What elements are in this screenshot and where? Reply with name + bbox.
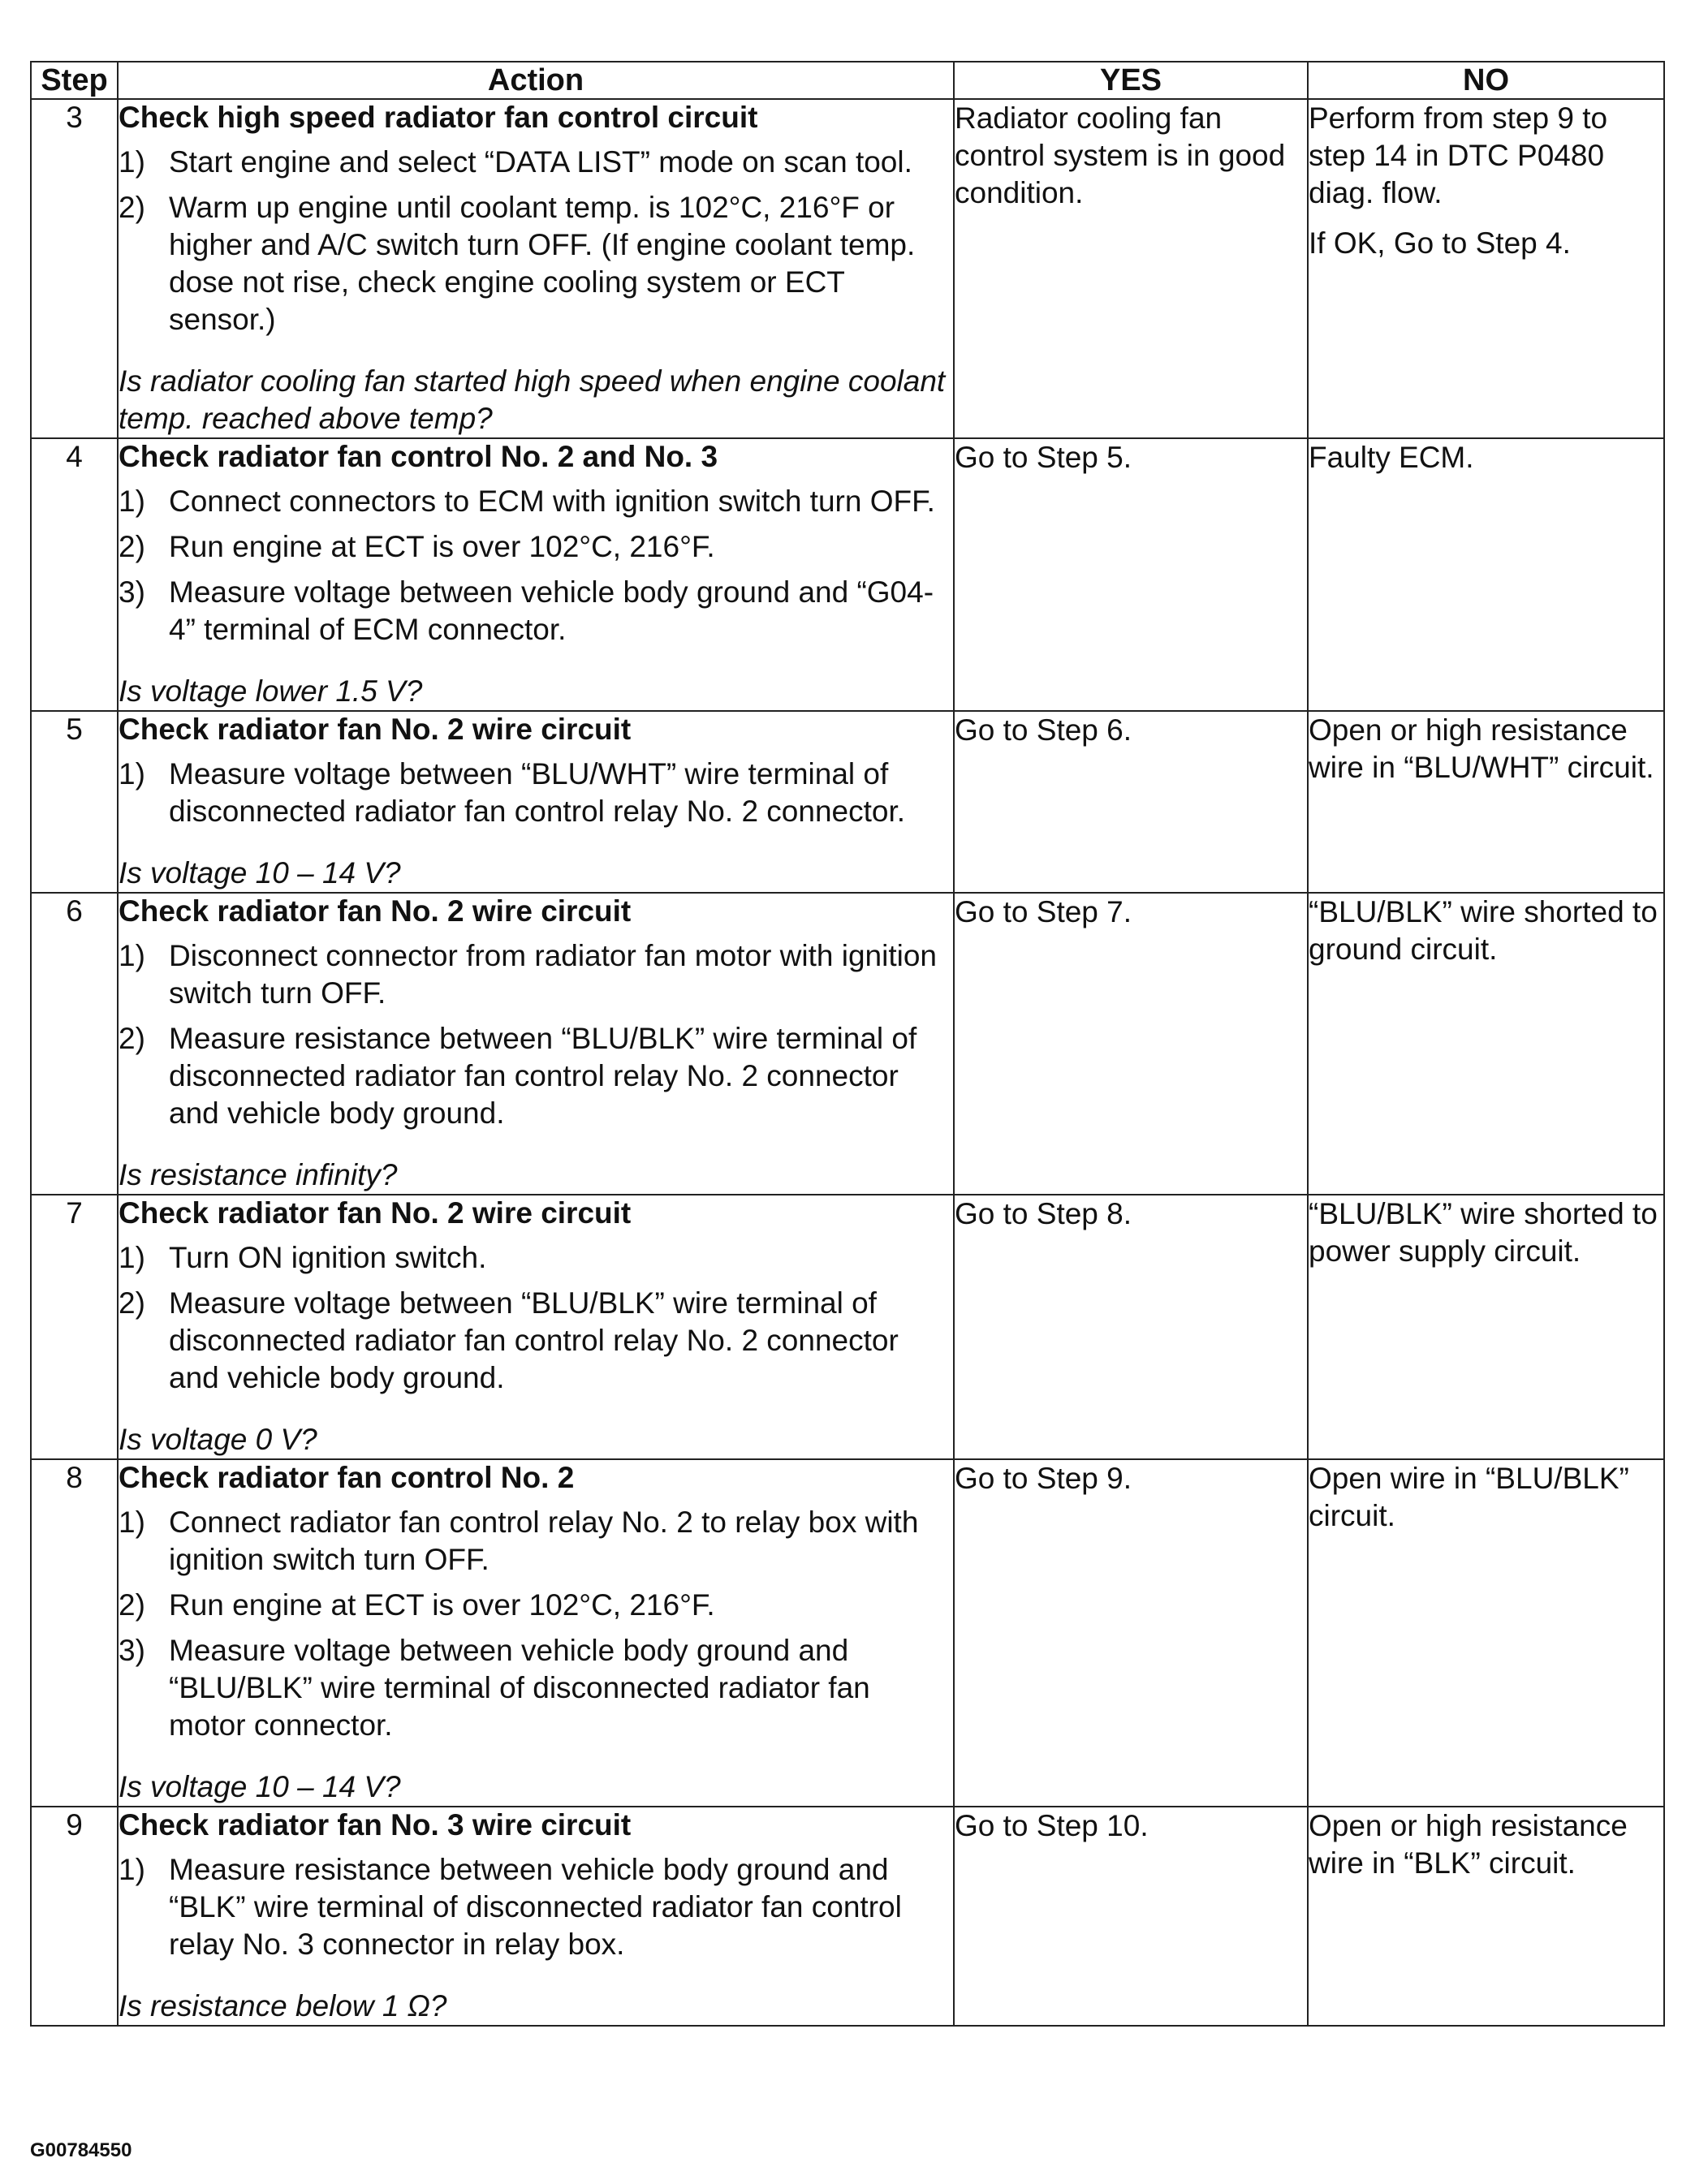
step-number: 6 [31,893,118,1195]
no-cell [1308,711,1664,893]
action-cell [118,711,954,893]
yes-cell [954,1195,1308,1459]
substep-text: Connect radiator fan control relay No. 2 to relay box with ignition switch turn OFF. [169,1506,919,1576]
table-row [31,1807,1664,2026]
action-title: Check radiator fan No. 3 wire circuit [119,1808,632,1842]
action-question: Is voltage 0 V? [119,1423,317,1456]
no-cell [1308,893,1664,1195]
substep-number: 1) [119,757,145,790]
action-substep [119,574,953,648]
no-text: “BLU/BLK” wire shorted to ground circuit. [1309,895,1658,966]
action-substep [119,189,953,338]
yes-cell [954,99,1308,438]
substep-number: 2) [119,1588,145,1622]
step-number: 7 [31,1195,118,1459]
substep-text: Measure voltage between “BLU/BLK” wire terminal of disconnected radiator fan control relay No. 2 connector and vehicle body ground. [169,1286,899,1394]
action-cell [118,1459,954,1807]
action-substep [119,1504,953,1579]
header-yes: YES [954,62,1308,99]
step-number: 3 [31,99,118,438]
yes-text: Go to Step 10. [955,1809,1149,1842]
diagnostic-flow-table [30,61,1665,2027]
action-substep [119,1239,953,1277]
substep-number: 2) [119,191,145,224]
no-cell [1308,438,1664,711]
table-row [31,893,1664,1195]
substep-text: Start engine and select “DATA LIST” mode on scan tool. [169,145,912,179]
figure-id: G00784550 [30,2139,132,2161]
action-question: Is radiator cooling fan started high speed when engine coolant temp. reached above temp? [119,364,946,435]
no-text: Open wire in “BLU/BLK” circuit. [1309,1462,1629,1532]
substep-text: Measure voltage between vehicle body ground and “G04-4” terminal of ECM connector. [169,575,934,646]
yes-cell [954,1807,1308,2026]
step-number: 8 [31,1459,118,1807]
action-cell [118,1195,954,1459]
yes-text: Go to Step 5. [955,441,1132,474]
substep-number: 3) [119,1634,145,1667]
action-question: Is resistance below 1 Ω? [119,1989,447,2022]
action-question: Is resistance infinity? [119,1158,398,1191]
yes-text: Go to Step 8. [955,1197,1132,1230]
substep-text: Measure voltage between vehicle body ground and “BLU/BLK” wire terminal of disconnected radiator fan motor connector. [169,1634,870,1742]
table-row [31,99,1664,438]
table-row [31,1459,1664,1807]
substep-number: 1) [119,145,145,179]
action-substep [119,1851,953,1963]
substep-number: 1) [119,485,145,518]
action-substep [119,483,953,520]
yes-text: Go to Step 9. [955,1462,1132,1495]
substep-text: Connect connectors to ECM with ignition switch turn OFF. [169,485,935,518]
substep-number: 2) [119,1286,145,1320]
substep-number: 1) [119,1506,145,1539]
action-substep [119,1285,953,1397]
no-cell [1308,99,1664,438]
substep-number: 1) [119,1853,145,1886]
no-text: If OK, Go to Step 4. [1309,226,1571,260]
yes-text: Go to Step 6. [955,713,1132,747]
action-cell [118,1807,954,2026]
substep-number: 3) [119,575,145,609]
action-question: Is voltage 10 – 14 V? [119,856,401,890]
action-title: Check radiator fan control No. 2 and No. 3 [119,440,718,473]
action-question: Is voltage lower 1.5 V? [119,674,423,708]
yes-cell [954,1459,1308,1807]
diagnostic-table-container [30,61,1663,2027]
no-text: Perform from step 9 to step 14 in DTC P0480 diag. flow. [1309,101,1608,209]
action-cell [118,893,954,1195]
action-substep [119,1587,953,1624]
substep-number: 2) [119,1022,145,1055]
action-question: Is voltage 10 – 14 V? [119,1770,401,1803]
no-text: Open or high resistance wire in “BLU/WHT” circuit. [1309,713,1654,784]
action-substep [119,144,953,181]
no-text: “BLU/BLK” wire shorted to power supply circuit. [1309,1197,1658,1268]
no-text: Open or high resistance wire in “BLK” circuit. [1309,1809,1628,1880]
no-cell [1308,1807,1664,2026]
action-title: Check radiator fan No. 2 wire circuit [119,1196,632,1230]
no-cell [1308,1459,1664,1807]
action-substep [119,1020,953,1132]
table-row [31,1195,1664,1459]
action-substep [119,756,953,830]
substep-text: Turn ON ignition switch. [169,1241,487,1274]
action-title: Check high speed radiator fan control circuit [119,101,758,134]
header-action: Action [118,62,954,99]
action-title: Check radiator fan No. 2 wire circuit [119,713,632,746]
substep-text: Disconnect connector from radiator fan motor with ignition switch turn OFF. [169,939,937,1010]
substep-number: 2) [119,530,145,563]
yes-text: Radiator cooling fan control system is in good condition. [955,101,1286,209]
yes-cell [954,711,1308,893]
step-number: 5 [31,711,118,893]
substep-text: Run engine at ECT is over 102°C, 216°F. [169,530,715,563]
action-title: Check radiator fan control No. 2 [119,1461,575,1494]
substep-text: Measure resistance between vehicle body ground and “BLK” wire terminal of disconnected radiator fan control relay No. 3 connector in relay box. [169,1853,902,1961]
header-no: NO [1308,62,1664,99]
action-substep [119,937,953,1012]
yes-cell [954,893,1308,1195]
table-row [31,711,1664,893]
substep-text: Measure resistance between “BLU/BLK” wire terminal of disconnected radiator fan control relay No. 2 connector and vehicle body ground. [169,1022,917,1130]
action-substep [119,528,953,566]
action-cell [118,438,954,711]
table-row [31,438,1664,711]
table-body [31,99,1664,2026]
action-substep [119,1632,953,1744]
action-cell [118,99,954,438]
substep-text: Warm up engine until coolant temp. is 102°C, 216°F or higher and A/C switch turn OFF. (If engine coolant temp. dose not rise, check engine cooling system or ECT sensor.) [169,191,916,336]
yes-text: Go to Step 7. [955,895,1132,928]
substep-number: 1) [119,939,145,972]
yes-cell [954,438,1308,711]
step-number: 4 [31,438,118,711]
no-text: Faulty ECM. [1309,441,1474,474]
header-step: Step [31,62,118,99]
no-cell [1308,1195,1664,1459]
step-number: 9 [31,1807,118,2026]
substep-text: Run engine at ECT is over 102°C, 216°F. [169,1588,715,1622]
table-header-row [31,62,1664,99]
substep-text: Measure voltage between “BLU/WHT” wire terminal of disconnected radiator fan control relay No. 2 connector. [169,757,906,828]
action-title: Check radiator fan No. 2 wire circuit [119,894,632,928]
substep-number: 1) [119,1241,145,1274]
